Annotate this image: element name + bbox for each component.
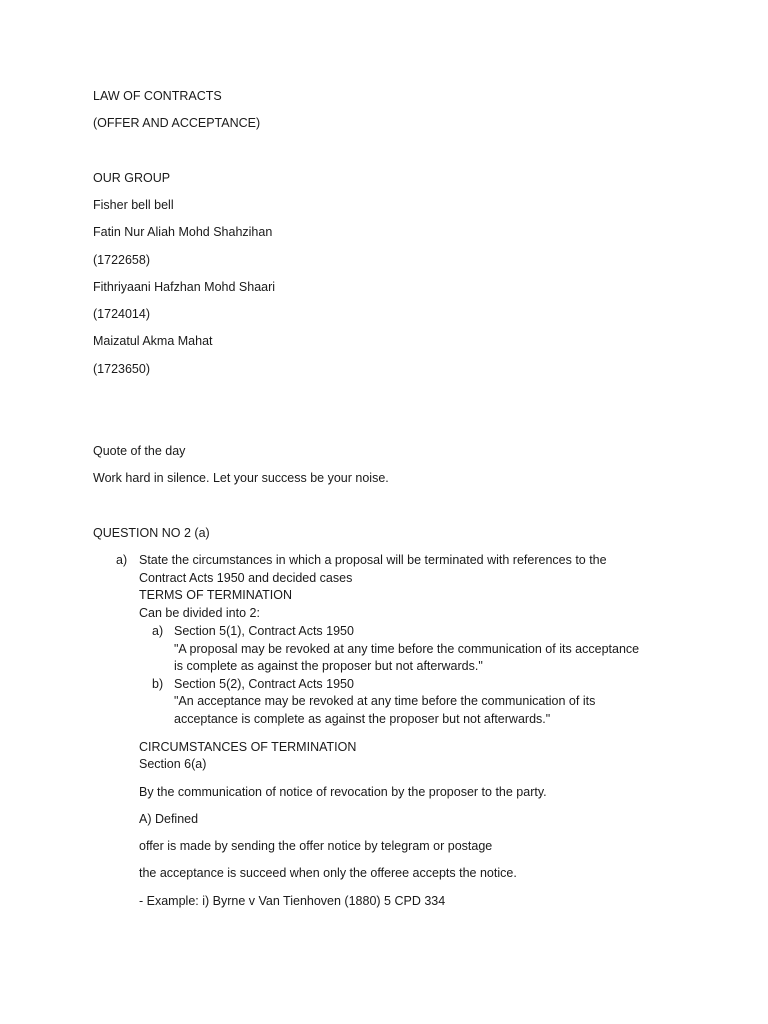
revocation-text: By the communication of notice of revocation by the proposer to the party. — [139, 785, 547, 799]
sub-item-quote: "A proposal may be revoked at any time before the communication of its acceptance — [174, 642, 640, 656]
question-list-marker: a) — [116, 553, 128, 567]
group-line: Fisher bell bell — [93, 198, 174, 212]
group-line: (1722658) — [93, 253, 150, 267]
question-prompt-line: Contract Acts 1950 and decided cases — [139, 571, 353, 585]
sub-item-marker: a) — [152, 624, 164, 638]
sub-item-quote: "An acceptance may be revoked at any time before the communication of its — [174, 694, 596, 708]
sub-item-title: Section 5(1), Contract Acts 1950 — [174, 624, 354, 638]
sub-item-quote: acceptance is complete as against the proposer but not afterwards." — [174, 712, 551, 726]
group-line: (1723650) — [93, 362, 150, 376]
question-prompt-line: State the circumstances in which a proposal will be terminated with references to the — [139, 553, 607, 567]
group-heading: OUR GROUP — [93, 171, 171, 185]
section-label: Section 6(a) — [139, 757, 207, 771]
quote-text: Work hard in silence. Let your success be your noise. — [93, 471, 389, 485]
divided-text: Can be divided into 2: — [139, 606, 260, 620]
group-line: (1724014) — [93, 307, 150, 321]
sub-item-marker: b) — [152, 677, 164, 691]
terms-heading: TERMS OF TERMINATION — [139, 588, 293, 602]
acceptance-text: the acceptance is succeed when only the offeree accepts the notice. — [139, 866, 517, 880]
quote-heading: Quote of the day — [93, 444, 186, 458]
example-text: - Example: i) Byrne v Van Tienhoven (1880) 5 CPD 334 — [139, 894, 446, 908]
offer-text: offer is made by sending the offer notice by telegram or postage — [139, 839, 493, 853]
document-title: LAW OF CONTRACTS — [93, 89, 222, 103]
defined-label: A) Defined — [139, 812, 199, 826]
circumstances-heading: CIRCUMSTANCES OF TERMINATION — [139, 740, 357, 754]
group-line: Fithriyaani Hafzhan Mohd Shaari — [93, 280, 276, 294]
sub-item-quote: is complete as against the proposer but not afterwards." — [174, 659, 483, 673]
question-heading: QUESTION NO 2 (a) — [93, 526, 210, 540]
sub-item-title: Section 5(2), Contract Acts 1950 — [174, 677, 354, 691]
document-subtitle: (OFFER AND ACCEPTANCE) — [93, 116, 261, 130]
group-line: Fatin Nur Aliah Mohd Shahzihan — [93, 225, 273, 239]
group-line: Maizatul Akma Mahat — [93, 334, 213, 348]
